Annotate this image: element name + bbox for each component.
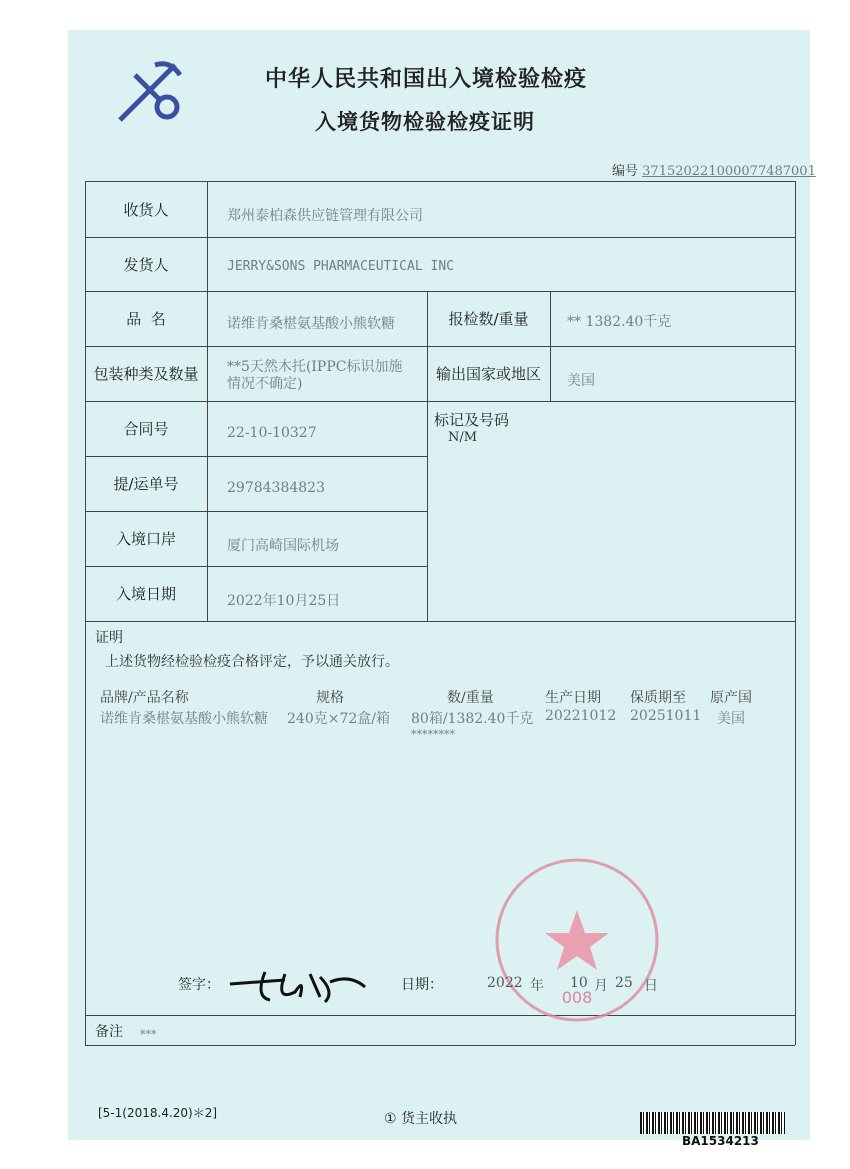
product-label: 品 名 xyxy=(126,310,166,328)
certificate-label: 证明 xyxy=(95,630,123,646)
sign-date-m: 月 xyxy=(594,978,608,994)
sign-date-year: 2022 xyxy=(487,975,523,991)
packing-label: 包装种类及数量 xyxy=(93,365,199,383)
port-label: 入境口岸 xyxy=(115,530,176,548)
remarks-label: 备注 xyxy=(95,1024,123,1040)
handwritten-signature xyxy=(225,962,370,1007)
col-header-mfg: 生产日期 xyxy=(545,690,601,706)
document-subtitle: 入境货物检验检疫证明 xyxy=(315,110,535,134)
signature-label: 签字： xyxy=(178,977,220,993)
contract-label: 合同号 xyxy=(123,420,169,438)
bill-value: 29784384823 xyxy=(227,480,325,496)
official-seal-stamp xyxy=(492,855,662,1025)
packing-line2: 情况不确定) xyxy=(227,376,303,392)
barcode xyxy=(640,1112,785,1134)
cell-origin: 美国 xyxy=(717,711,745,727)
col-header-origin: 原产国 xyxy=(710,690,752,706)
port-value: 厦门高崎国际机场 xyxy=(227,538,339,554)
cell-expiry: 20251011 xyxy=(630,708,702,724)
qty-label: 报检数/重量 xyxy=(448,310,529,328)
origin-value: 美国 xyxy=(567,373,595,389)
col-header-spec: 规格 xyxy=(316,690,344,706)
certificate-statement: 上述货物经检验检疫合格评定，予以通关放行。 xyxy=(105,654,399,670)
document-title: 中华人民共和国出入境检验检疫 xyxy=(265,67,588,92)
col-header-qty: 数/重量 xyxy=(447,690,494,706)
marks-value: N/M xyxy=(448,430,478,445)
consignor-label: 发货人 xyxy=(123,255,169,274)
cell-mfg: 20221012 xyxy=(545,708,617,724)
cell-qty: 80箱/1382.40千克 xyxy=(411,711,534,727)
cert-number xyxy=(612,160,816,179)
packing-line1: **5天然木托(IPPC标识加施 xyxy=(227,359,403,375)
cell-spec: 240克×72盒/箱 xyxy=(287,711,390,727)
barcode-number: BA1534213 xyxy=(682,1134,759,1148)
origin-label: 输出国家或地区 xyxy=(435,365,541,383)
consignor-value: JERRY&SONS PHARMACEUTICAL INC xyxy=(227,259,454,274)
consignee-value: 郑州泰柏森供应链管理有限公司 xyxy=(227,208,423,224)
number-value: 371520221000077487001 xyxy=(642,164,816,179)
entry-date-label: 入境日期 xyxy=(115,585,176,603)
date-label: 日期： xyxy=(401,977,443,993)
form-code: [5-1(2018.4.20)＊2] xyxy=(98,1106,218,1120)
copy-label: ① 货主收执 xyxy=(384,1111,458,1127)
consignee-label: 收货人 xyxy=(123,200,169,219)
cell-stars: ******** xyxy=(411,728,455,741)
sign-date-y: 年 xyxy=(530,978,544,994)
col-header-product: 品牌/产品名称 xyxy=(100,690,189,706)
sign-date-d: 日 xyxy=(644,978,658,994)
product-value: 诺维肯桑椹氨基酸小熊软糖 xyxy=(227,316,395,332)
contract-value: 22-10-10327 xyxy=(227,425,317,441)
sign-date-day: 25 xyxy=(615,975,633,991)
qty-value: ** 1382.40千克 xyxy=(567,314,672,330)
svg-text:008: 008 xyxy=(561,988,593,1007)
cell-product: 诺维肯桑椹氨基酸小熊软糖 xyxy=(100,711,268,727)
col-header-expiry: 保质期至 xyxy=(630,690,686,706)
sign-date-month: 10 xyxy=(570,975,588,991)
ciq-emblem-icon xyxy=(115,55,195,130)
bill-label: 提/运单号 xyxy=(113,475,179,493)
entry-date-value: 2022年10月25日 xyxy=(227,593,341,609)
remarks-value: *** xyxy=(140,1028,157,1041)
marks-label: 标记及号码 xyxy=(434,411,510,429)
number-label: 编号 xyxy=(612,164,639,179)
